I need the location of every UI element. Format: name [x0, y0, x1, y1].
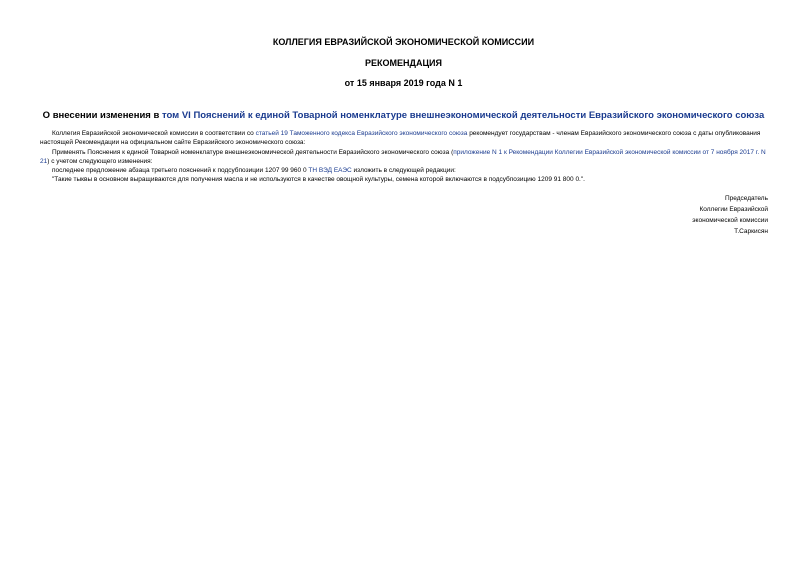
signature-body: Коллегии Евразийской: [699, 206, 768, 213]
paragraph-3: [40, 166, 770, 175]
signature-position: Председатель: [724, 195, 768, 202]
paragraph-2-text-start: Применять Пояснения к единой Товарной номенклатуре внешнеэкономической деятельности Евразийского экономического союза (: [52, 148, 454, 156]
document-date: от 15 января 2019 года N 1: [344, 78, 463, 88]
paragraph-3-text-start: последнее предложение абзаца третьего пояснений к подсубпозиции 1207 99 960 0: [52, 167, 309, 175]
paragraph-2-text-end: ) с учетом следующего изменения:: [47, 157, 153, 165]
paragraph-2: [40, 148, 770, 167]
paragraph-1-text-end: рекомендует государствам - членам Евразийского экономического союза с даты опубликования настоящей Рекомендации на официальном сайте Евразийского экономического союза:: [40, 130, 761, 147]
signature-block: [692, 193, 768, 237]
link-annex-recommendation-21[interactable]: приложение N 1 к Рекомендации Коллегии Евразийской экономической комиссии от 7 ноября 2017 г. N 21: [40, 148, 766, 165]
document-body: [40, 129, 770, 185]
organization-title: КОЛЛЕГИЯ ЕВРАЗИЙСКОЙ ЭКОНОМИЧЕСКОЙ КОМИССИИ: [272, 37, 535, 47]
paragraph-1: [40, 129, 770, 148]
paragraph-1-text-start: Коллегия Евразийской экономической комиссии в соответствии со: [52, 130, 256, 137]
document-subject: [40, 110, 767, 122]
signature-name: Т.Саркисян: [734, 228, 768, 235]
subject-link-volume-vi[interactable]: том VI Пояснений к единой Товарной номенклатуре внешнеэкономической деятельности Евразийского экономического союза: [161, 110, 765, 121]
link-tn-ved-eaeu[interactable]: ТН ВЭД ЕАЭС: [308, 167, 352, 175]
subject-prefix: О внесении изменения в: [42, 110, 162, 121]
document-type: РЕКОМЕНДАЦИЯ: [365, 58, 442, 68]
link-customs-code-article-19[interactable]: статьей 19 Таможенного кодекса Евразийского экономического союза: [255, 130, 468, 137]
paragraph-3-text-end: изложить в следующей редакции:: [351, 167, 456, 175]
paragraph-4: "Такие тыквы в основном выращиваются для получения масла и не используются в качестве овощной культуры, семена которой включаются в подсубпозицию 1209 91 800 0.".: [52, 176, 585, 184]
signature-body-cont: экономической комиссии: [692, 217, 768, 224]
